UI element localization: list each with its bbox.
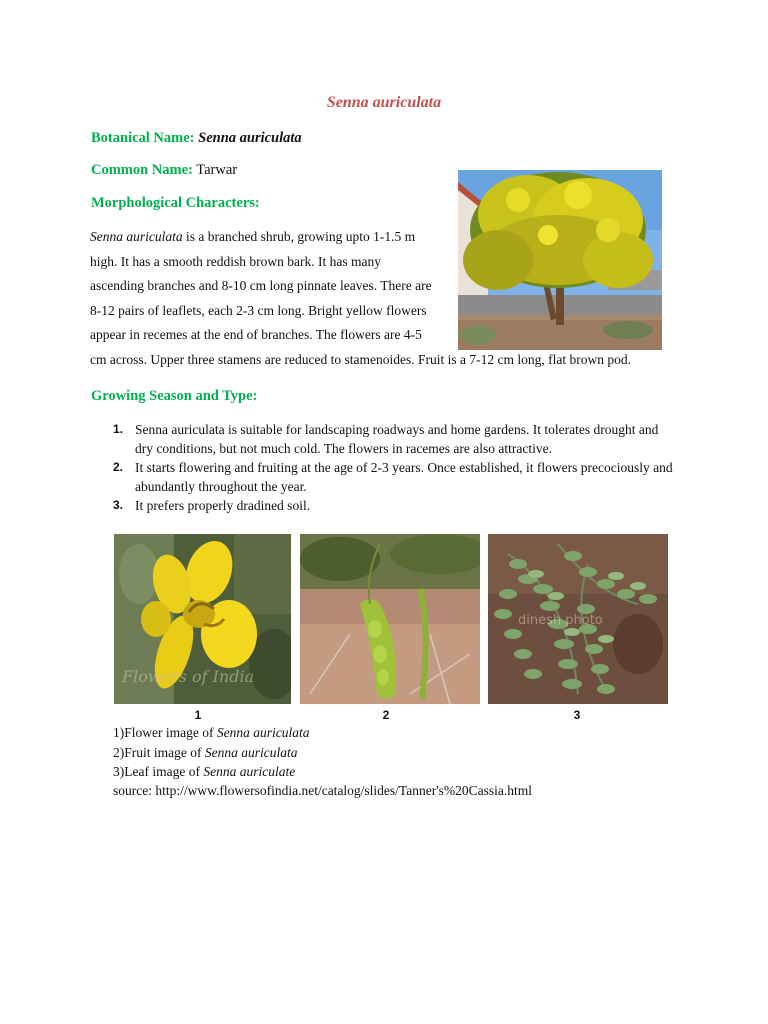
common-name-label: Common Name:	[91, 162, 193, 178]
caption-3: 3)Leaf image of Senna auriculate	[113, 764, 296, 779]
caption-2: 2)Fruit image of Senna auriculata	[113, 745, 298, 760]
image-label-2: 2	[382, 708, 390, 722]
botanical-name-label: Botanical Name:	[91, 130, 195, 146]
image-label-1: 1	[194, 708, 202, 722]
source-line: source: http://www.flowersofindia.net/catalog/slides/Tanner's%20Cassia.html	[113, 783, 533, 798]
list-item: 1. Senna auriculata is suitable for landscaping roadways and home gardens. It tolerates drought and dry conditions, but not much cold. The flowers in racemes are also attractive.	[113, 422, 659, 456]
description-line-2: high. It has a smooth reddish brown bark. It has many	[90, 253, 381, 269]
caption-1: 1)Flower image of Senna auriculata	[113, 725, 310, 740]
fruit-photo	[300, 534, 480, 704]
growing-list	[113, 420, 678, 515]
description-line-4: 8-12 pairs of leaflets, each 2-3 cm long. Bright yellow flowers	[90, 302, 427, 318]
list-item: 3. It prefers properly dradined soil.	[113, 498, 311, 513]
botanical-name-value: Senna auriculata	[198, 130, 302, 146]
morphological-heading: Morphological Characters:	[91, 195, 260, 211]
leaf-photo	[488, 534, 668, 704]
description-line-6: cm across. Upper three stamens are reduced to stamenoides. Fruit is a 7-12 cm long, flat brown pod.	[90, 351, 631, 367]
svg-text:dinesh photo: dinesh photo	[518, 613, 603, 628]
growing-season-heading: Growing Season and Type:	[91, 388, 258, 404]
description-line-5: appear in recemes at the end of branches. The flowers are 4-5	[90, 327, 422, 343]
description-paragraph	[90, 225, 660, 373]
flower-photo	[114, 534, 291, 704]
page-title: Senna auriculata	[326, 94, 442, 111]
description-line-3: ascending branches and 8-10 cm long pinnate leaves. There are	[90, 278, 432, 294]
description-italic-start: Senna auriculata	[90, 229, 183, 244]
common-name-row	[91, 162, 237, 179]
list-item: 2. It starts flowering and fruiting at the age of 2-3 years. Once established, it flowers precociously and abundantly throughout the year.	[113, 460, 673, 494]
svg-text:Flowers of India: Flowers of India	[122, 667, 255, 686]
description-line-1: Senna auriculata is a branched shrub, growing upto 1-1.5 m	[90, 229, 416, 244]
botanical-name-row	[91, 130, 302, 147]
common-name-value: Tarwar	[196, 162, 238, 178]
image-label-3: 3	[573, 708, 581, 722]
